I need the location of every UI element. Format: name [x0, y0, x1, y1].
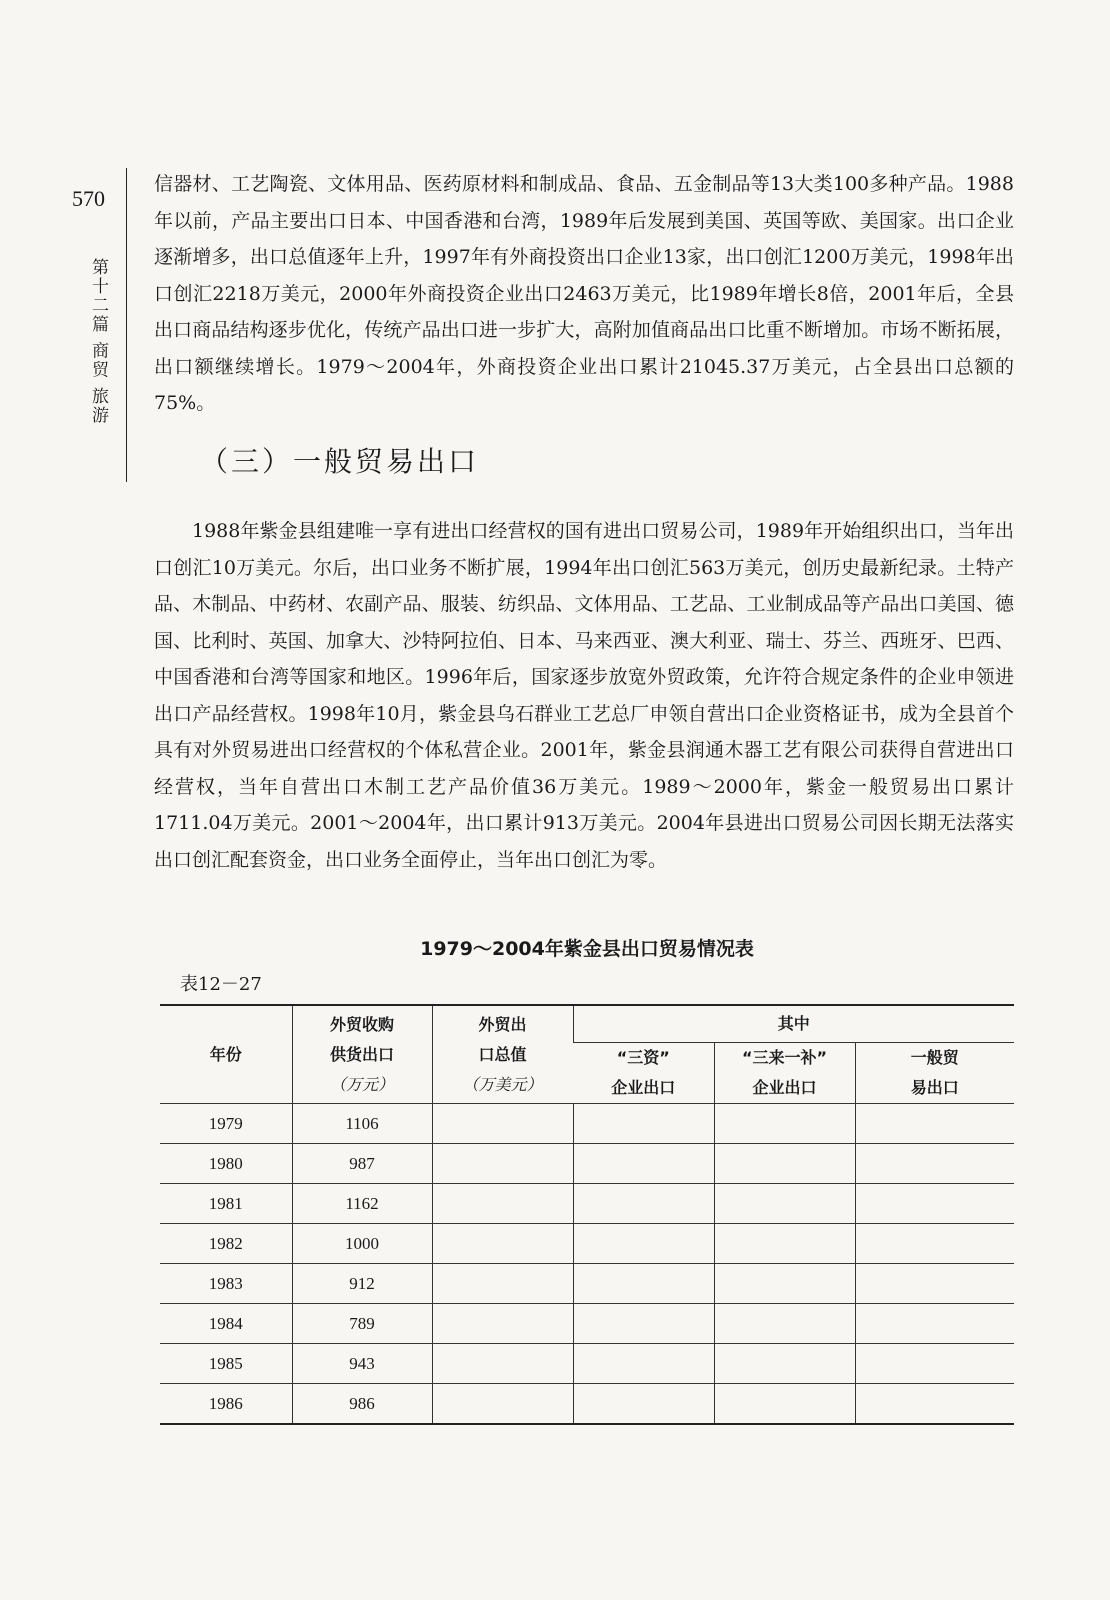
cell-year: 1983: [160, 1264, 292, 1304]
cell-export-total: [432, 1184, 573, 1224]
export-trade-table: [160, 1004, 1014, 1425]
header-of-which: 其中: [573, 1005, 1014, 1043]
cell-year: 1982: [160, 1224, 292, 1264]
cell-export-total: [432, 1104, 573, 1144]
header-sanlai: “三来一补” 企业出口: [714, 1043, 855, 1104]
cell-procurement: 987: [292, 1144, 432, 1184]
cell-procurement: 986: [292, 1384, 432, 1425]
cell-sanlai: [714, 1144, 855, 1184]
header-year: 年份: [160, 1005, 292, 1104]
table-row: [160, 1344, 1014, 1384]
cell-general: [855, 1224, 1014, 1264]
cell-sanlai: [714, 1104, 855, 1144]
paragraph-1: 信器材、工艺陶瓷、文体用品、医药原材料和制成品、食品、五金制品等13大类100多种产品。1988年以前，产品主要出口日本、中国香港和台湾，1989年后发展到美国、英国等欧、美国家。出口企业逐渐增多，出口总值逐年上升，1997年有外商投资出口企业13家，出口创汇1200万美元，1998年出口创汇2218万美元，2000年外商投资企业出口2463万美元，比1989年增长8倍，2001年后，全县出口商品结构逐步优化，传统产品出口进一步扩大，高附加值商品出口比重不断增加。市场不断拓展，出口额继续增长。1979～2004年，外商投资企业出口累计21045.37万美元，占全县出口总额的75%。: [154, 173, 1014, 414]
cell-sanlai: [714, 1384, 855, 1425]
margin-section-label: 第十二篇 商贸 旅游: [88, 258, 108, 425]
cell-general: [855, 1264, 1014, 1304]
section-heading: （三）一般贸易出口: [200, 445, 480, 478]
cell-sanlai: [714, 1344, 855, 1384]
cell-procurement: 943: [292, 1344, 432, 1384]
table-row: [160, 1144, 1014, 1184]
cell-sanzi: [573, 1264, 714, 1304]
margin-rule: [126, 168, 127, 482]
table-id: 表12－27: [180, 974, 262, 995]
cell-year: 1984: [160, 1304, 292, 1344]
cell-year: 1985: [160, 1344, 292, 1384]
cell-year: 1981: [160, 1184, 292, 1224]
cell-procurement: 1000: [292, 1224, 432, 1264]
cell-procurement: 1162: [292, 1184, 432, 1224]
cell-procurement: 1106: [292, 1104, 432, 1144]
table-row: [160, 1104, 1014, 1144]
cell-year: 1979: [160, 1104, 292, 1144]
cell-general: [855, 1184, 1014, 1224]
cell-sanzi: [573, 1304, 714, 1344]
header-sanzi: “三资” 企业出口: [573, 1043, 714, 1104]
cell-sanzi: [573, 1384, 714, 1425]
cell-export-total: [432, 1264, 573, 1304]
cell-sanlai: [714, 1264, 855, 1304]
cell-general: [855, 1384, 1014, 1425]
cell-sanzi: [573, 1184, 714, 1224]
table-row: [160, 1224, 1014, 1264]
header-general: 一般贸 易出口: [855, 1043, 1014, 1104]
cell-sanzi: [573, 1224, 714, 1264]
cell-general: [855, 1144, 1014, 1184]
cell-export-total: [432, 1224, 573, 1264]
cell-sanzi: [573, 1144, 714, 1184]
paragraph-2: 1988年紫金县组建唯一享有进出口经营权的国有进出口贸易公司，1989年开始组织出口，当年出口创汇10万美元。尔后，出口业务不断扩展，1994年出口创汇563万美元，创历史最新纪录。土特产品、木制品、中药材、农副产品、服装、纺织品、文体用品、工艺品、工业制成品等产品出口美国、德国、比利时、英国、加拿大、沙特阿拉伯、日本、马来西亚、澳大利亚、瑞士、芬兰、西班牙、巴西、中国香港和台湾等国家和地区。1996年后，国家逐步放宽外贸政策，允许符合规定条件的企业申领进出口产品经营权。1998年10月，紫金县乌石群业工艺总厂申领自营出口企业资格证书，成为全县首个具有对外贸易进出口经营权的个体私营企业。2001年，紫金县润通木器工艺有限公司获得自营进出口经营权，当年自营出口木制工艺产品价值36万美元。1989～2000年，紫金一般贸易出口累计1711.04万美元。2001～2004年，出口累计913万美元。2004年县进出口贸易公司因长期无法落实出口创汇配套资金，出口业务全面停止，当年出口创汇为零。: [154, 520, 1014, 871]
cell-export-total: [432, 1344, 573, 1384]
table-row: [160, 1304, 1014, 1344]
cell-export-total: [432, 1304, 573, 1344]
cell-sanzi: [573, 1104, 714, 1144]
header-procurement: 外贸收购 供货出口 （万元）: [292, 1005, 432, 1104]
cell-year: 1986: [160, 1384, 292, 1425]
cell-export-total: [432, 1384, 573, 1425]
table-title: 1979～2004年紫金县出口贸易情况表: [420, 938, 754, 960]
cell-sanlai: [714, 1184, 855, 1224]
cell-year: 1980: [160, 1144, 292, 1184]
table-row: [160, 1264, 1014, 1304]
cell-procurement: 789: [292, 1304, 432, 1344]
header-export-total: 外贸出 口总值 （万美元）: [432, 1005, 573, 1104]
table-row: [160, 1184, 1014, 1224]
cell-sanlai: [714, 1304, 855, 1344]
cell-general: [855, 1304, 1014, 1344]
page-number: 570: [72, 186, 105, 211]
cell-sanzi: [573, 1344, 714, 1384]
cell-procurement: 912: [292, 1264, 432, 1304]
table-row: [160, 1384, 1014, 1425]
cell-general: [855, 1344, 1014, 1384]
cell-export-total: [432, 1144, 573, 1184]
cell-general: [855, 1104, 1014, 1144]
cell-sanlai: [714, 1224, 855, 1264]
